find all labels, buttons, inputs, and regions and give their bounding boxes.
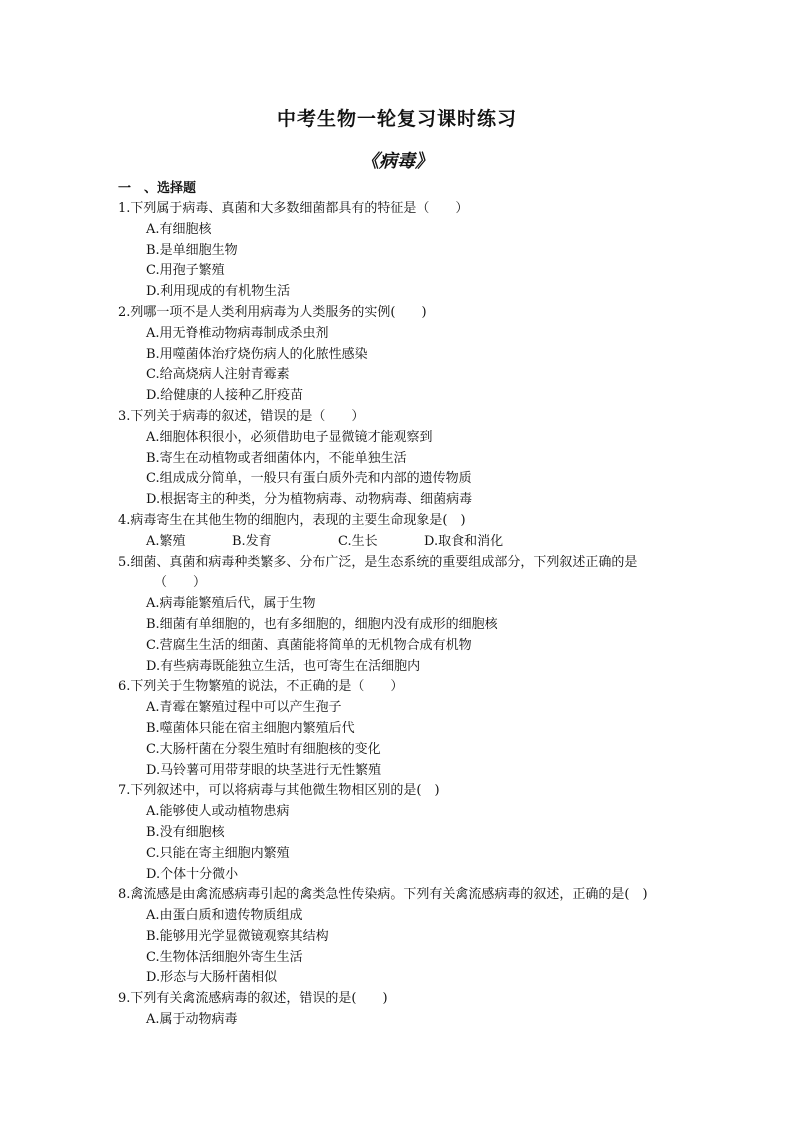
question-list <box>118 178 718 1031</box>
option: B.能够用光学显微镜观察其结构 <box>146 928 329 944</box>
option: C.大肠杆菌在分裂生殖时有细胞核的变化 <box>146 741 381 757</box>
question-stem: 3.下列关于病毒的叙述，错误的是（ ） <box>118 408 365 424</box>
option: D.取食和消化 <box>424 533 504 549</box>
document-title: 中考生物一轮复习课时练习 <box>276 108 517 130</box>
option: A.繁殖 <box>146 533 186 549</box>
option: A.由蛋白质和遗传物质组成 <box>146 908 303 924</box>
question-stem: 5.细菌、真菌和病毒种类繁多、分布广泛，是生态系统的重要组成部分，下列叙述正确的是 <box>118 554 638 570</box>
option: D.马铃薯可用带芽眼的块茎进行无性繁殖 <box>146 762 382 778</box>
question-stem: 4.病毒寄生在其他生物的细胞内，表现的主要生命现象是( ) <box>118 512 466 528</box>
option: D.形态与大肠杆菌相似 <box>146 970 278 986</box>
option: B.用噬菌体治疗烧伤病人的化脓性感染 <box>146 346 368 362</box>
option-row <box>118 532 718 553</box>
option: C.用孢子繁殖 <box>146 263 225 279</box>
question-stem-continued: （ ） <box>154 575 207 591</box>
option: C.给高烧病人注射青霉素 <box>146 367 290 383</box>
question-stem: 9.下列有关禽流感病毒的叙述，错误的是( ) <box>118 991 388 1007</box>
option: A.用无脊椎动物病毒制成杀虫剂 <box>146 325 329 341</box>
option: D.给健康的人接种乙肝疫苗 <box>146 388 304 404</box>
option: D.有些病毒既能独立生活，也可寄生在活细胞内 <box>146 658 421 674</box>
option: C.只能在寄主细胞内繁殖 <box>146 845 290 861</box>
question-stem: 1.下列属于病毒、真菌和大多数细菌都具有的特征是（ ） <box>118 201 469 216</box>
option: D.利用现成的有机物生活 <box>146 284 291 300</box>
option: C.营腐生生活的细菌、真菌能将简单的无机物合成有机物 <box>146 637 472 653</box>
option: C.生长 <box>338 533 378 549</box>
option: C.生物体活细胞外寄生生活 <box>146 949 303 965</box>
question-stem: 8.禽流感是由禽流感病毒引起的禽类急性传染病。下列有关禽流感病毒的叙述，正确的是( ) <box>118 887 648 903</box>
option: B.噬菌体只能在宿主细胞内繁殖后代 <box>146 720 355 736</box>
option: D.根据寄主的种类，分为植物病毒、动物病毒、细菌病毒 <box>146 492 473 508</box>
question-stem: 6.下列关于生物繁殖的说法，不正确的是（ ） <box>118 679 404 695</box>
document-subtitle: 《病毒》 <box>361 151 433 172</box>
option: A.有细胞核 <box>146 221 212 237</box>
option: A.能够使人或动植物患病 <box>146 804 290 820</box>
question-stem: 2.列哪一项不是人类利用病毒为人类服务的实例( ) <box>118 304 427 320</box>
option: D.个体十分微小 <box>146 866 239 882</box>
option: A.属于动物病毒 <box>146 1012 238 1028</box>
question-stem: 7.下列叙述中，可以将病毒与其他微生物相区别的是( ) <box>118 783 440 799</box>
option: A.细胞体积很小，必须借助电子显微镜才能观察到 <box>146 429 433 445</box>
option: B.细菌有单细胞的，也有多细胞的，细胞内没有成形的细胞核 <box>146 616 498 632</box>
option: B.寄生在动植物或者细菌体内，不能单独生活 <box>146 450 407 466</box>
option: A.病毒能繁殖后代，属于生物 <box>146 596 316 612</box>
option: A.青霉在繁殖过程中可以产生孢子 <box>146 700 342 716</box>
option: B.没有细胞核 <box>146 824 225 840</box>
section-heading: 一 、选择题 <box>118 181 197 196</box>
option: B.是单细胞生物 <box>146 242 238 258</box>
option: C.组成成分简单，一般只有蛋白质外壳和内部的遗传物质 <box>146 471 472 487</box>
option: B.发育 <box>232 533 272 549</box>
